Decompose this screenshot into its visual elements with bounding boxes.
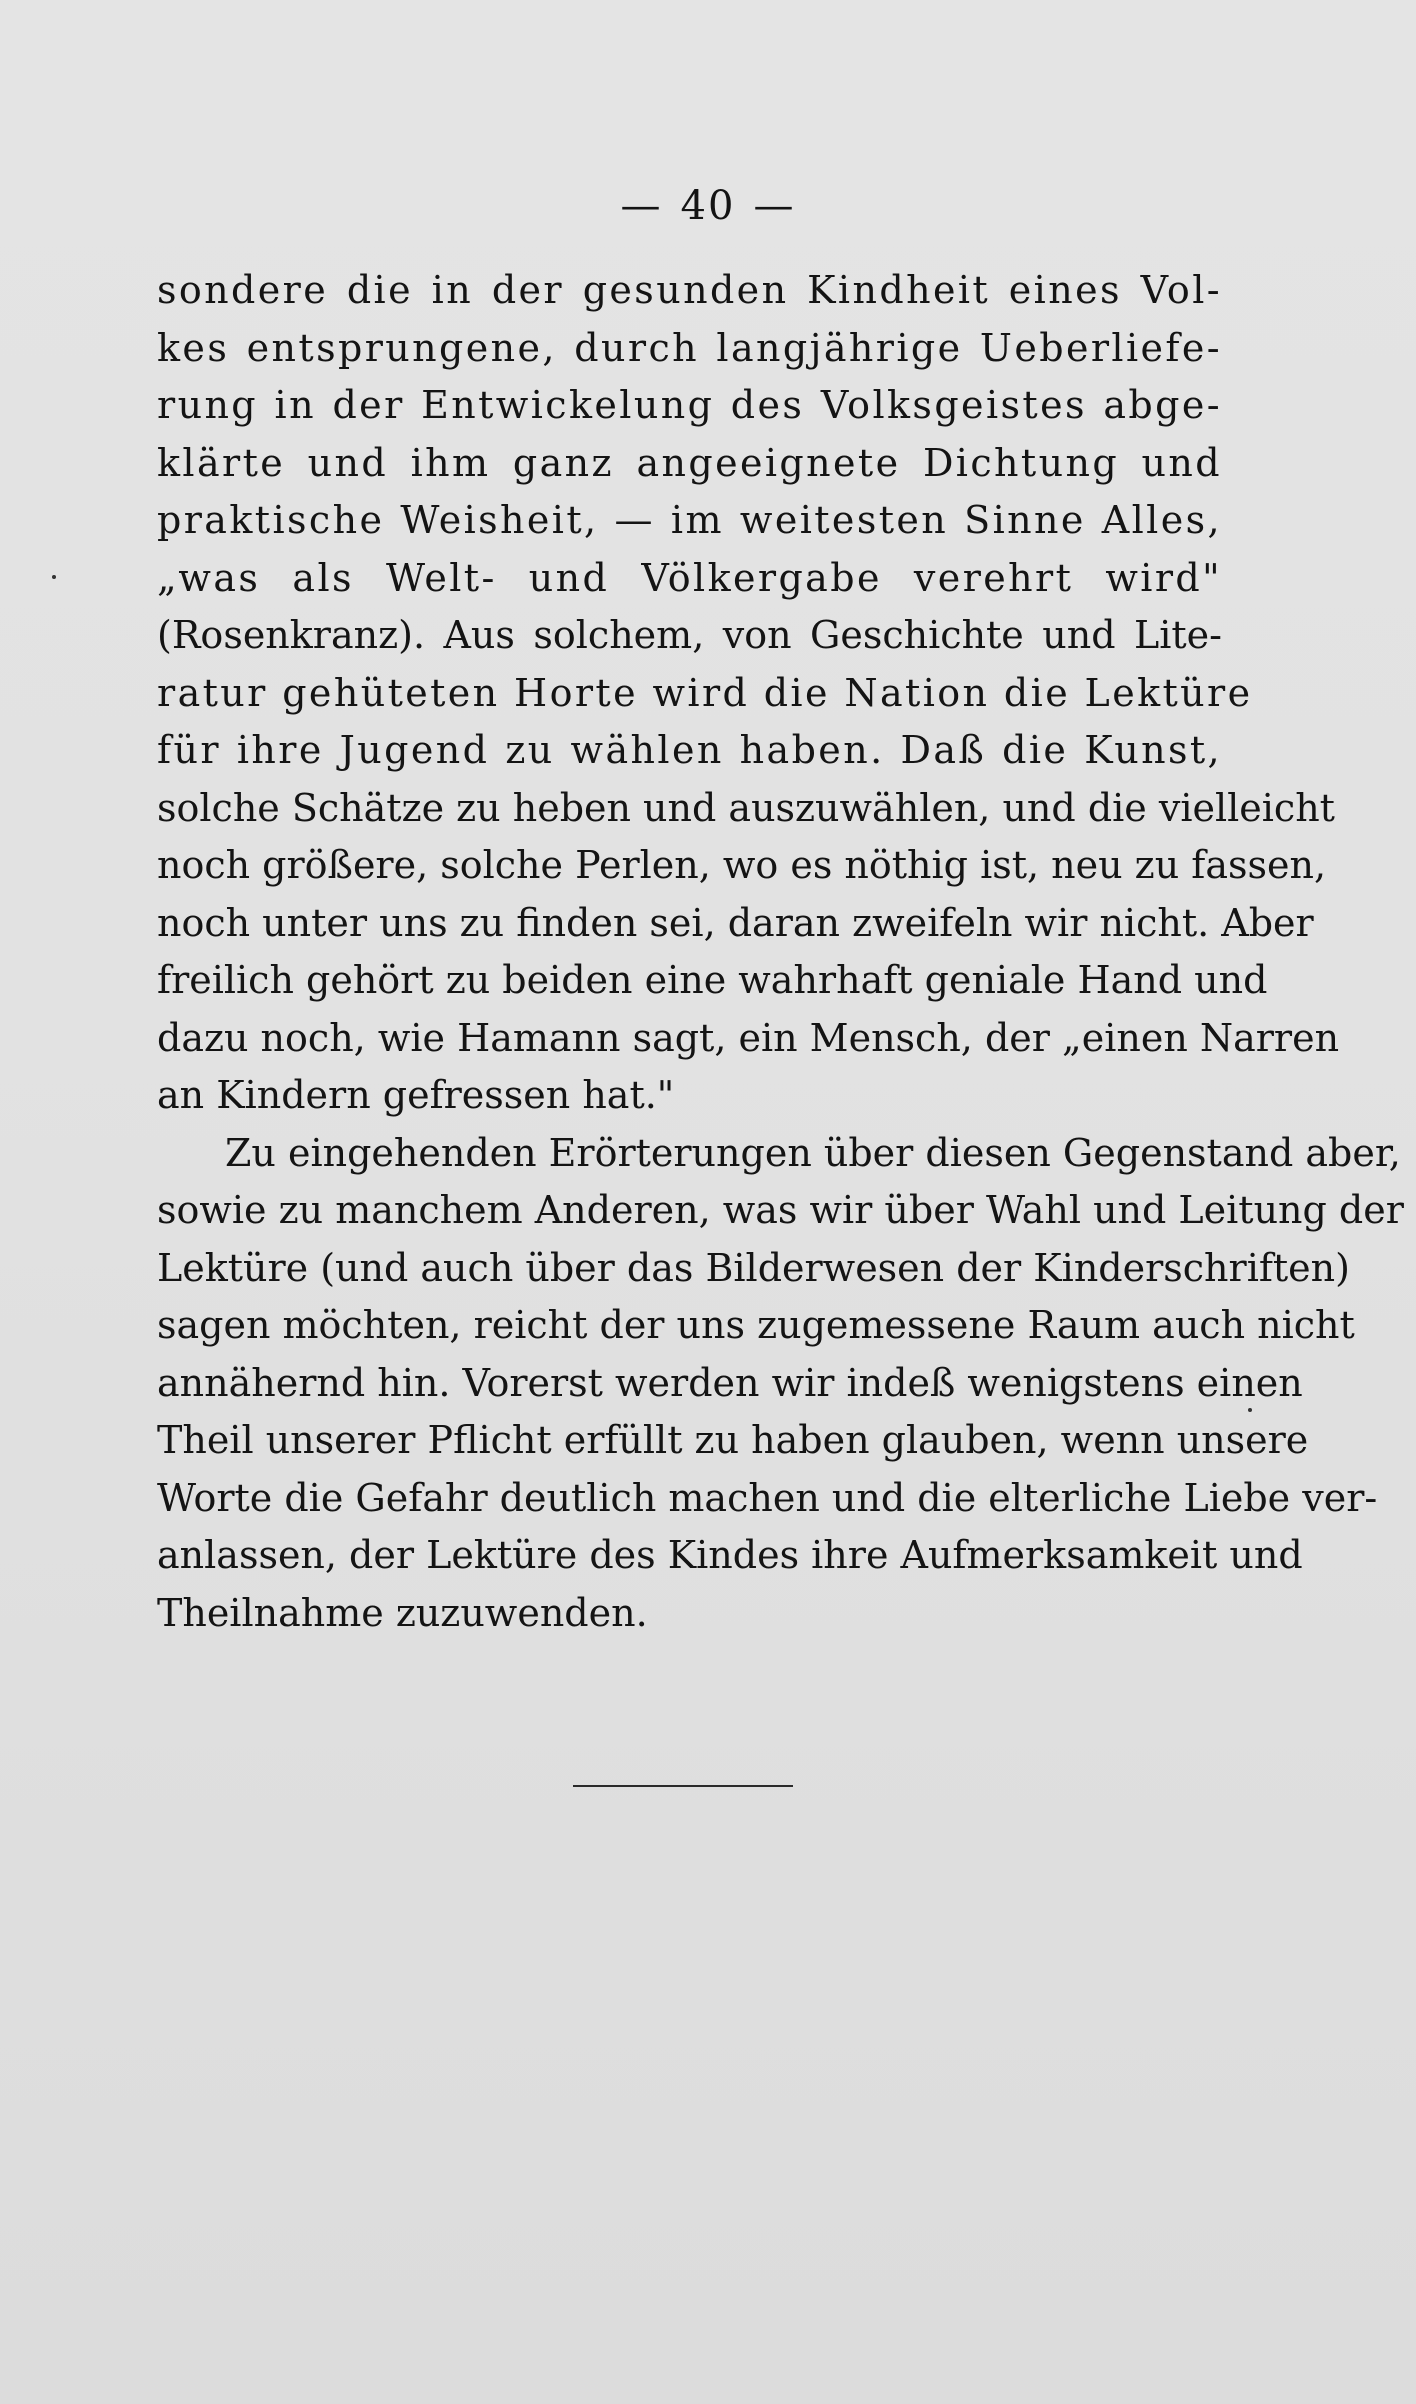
text-line: solche Schätze zu heben und auszuwählen, und die vielleicht [157,785,1335,830]
text-line: Worte die Gefahr deutlich machen und die elterliche Liebe ver- [157,1475,1378,1520]
page-number: 40 [680,183,736,229]
text-line: klärte und ihm ganz angeeignete Dichtung und [157,440,1222,485]
text-line: Lektüre (und auch über das Bilderwesen der Kinderschriften) [157,1245,1350,1290]
text-line: Zu eingehenden Erörterungen über diesen Gegenstand aber, [225,1130,1401,1175]
text-line: kes entsprungene, durch langjährige Ueberliefe- [157,325,1222,370]
scan-speck [52,575,56,579]
section-divider-rule [573,1785,793,1787]
scan-speck [1248,1408,1252,1412]
text-line: noch unter uns zu finden sei, daran zweifeln wir nicht. Aber [157,900,1314,945]
text-line: noch größere, solche Perlen, wo es nöthig ist, neu zu fassen, [157,843,1327,887]
text-line: sowie zu manchem Anderen, was wir über Wahl und Leitung der [157,1188,1404,1232]
text-line: ratur gehüteten Horte wird die Nation die Lektüre [157,670,1253,715]
text-line: rung in der Entwickelung des Volksgeistes abge- [157,383,1222,427]
text-line: für ihre Jugend zu wählen haben. Daß die Kunst, [157,728,1222,772]
page-number-dash-right: — [753,183,796,229]
page-number-header [0,183,1416,229]
text-line: Theilnahme zuzuwenden. [157,1590,648,1635]
text-line: freilich gehört zu beiden eine wahrhaft geniale Hand und [157,958,1268,1002]
text-line: sagen möchten, reicht der uns zugemessene Raum auch nicht [157,1303,1355,1347]
body-text [157,262,1404,1642]
text-line: anlassen, der Lektüre des Kindes ihre Aufmerksamkeit und [157,1533,1303,1577]
text-line: „was als Welt- und Völkergabe verehrt wird" [157,555,1222,600]
text-line: sondere die in der gesunden Kindheit eines Vol- [157,268,1222,312]
text-line: (Rosenkranz). Aus solchem, von Geschichte und Lite- [157,613,1222,657]
text-line: Theil unserer Pflicht erfüllt zu haben glauben, wenn unsere [157,1418,1309,1462]
text-line: dazu noch, wie Hamann sagt, ein Mensch, der „einen Narren [157,1015,1340,1060]
text-line: an Kindern gefressen hat." [157,1073,675,1117]
text-line: annähernd hin. Vorerst werden wir indeß wenigstens einen [157,1360,1303,1405]
page-number-dash-left: — [620,183,663,229]
text-line: praktische Weisheit, — im weitesten Sinne Alles, [157,498,1222,542]
